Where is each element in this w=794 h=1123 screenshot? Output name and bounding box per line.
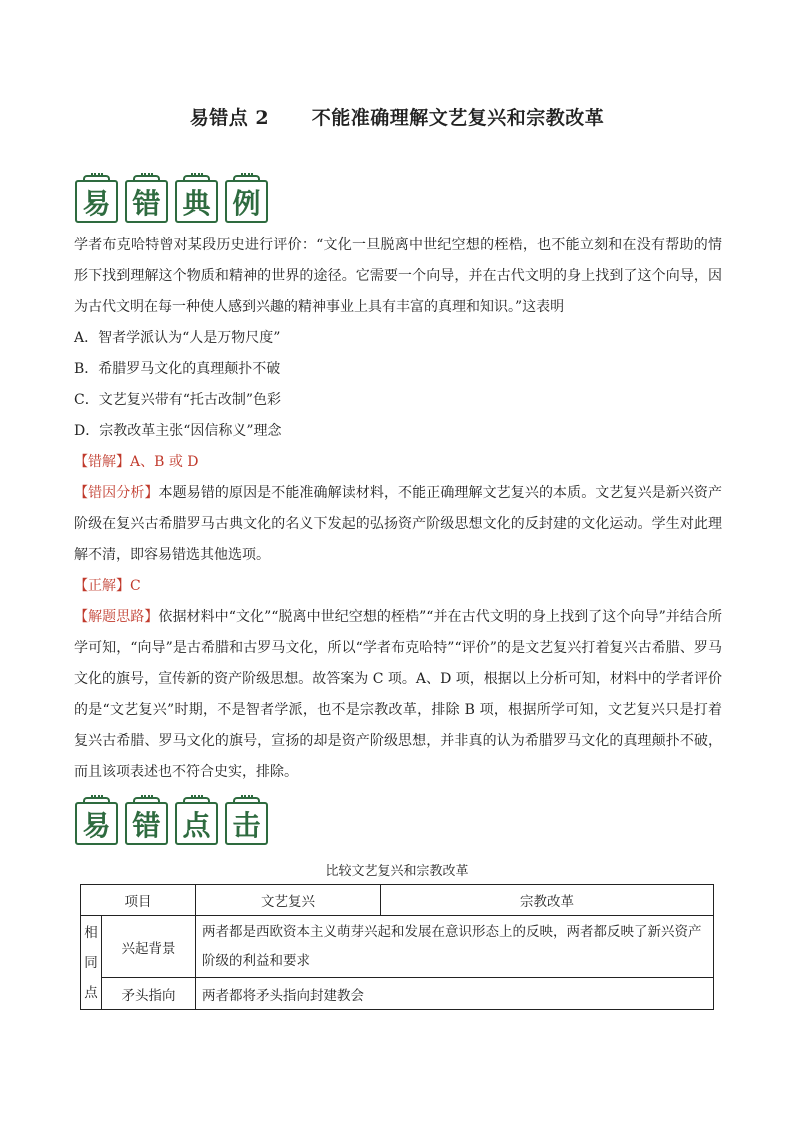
wrong-answer-line bbox=[74, 447, 722, 478]
row-content: 两者都是西欧资本主义萌芽兴起和发展在意识形态上的反映，两者都反映了新兴资产阶级的利益和要求 bbox=[196, 916, 714, 978]
table-caption: 比较文艺复兴和宗教改革 bbox=[325, 864, 469, 879]
thinking-line bbox=[74, 602, 722, 788]
page-title: 易错点 2 不能准确理解文艺复兴和宗教改革 bbox=[189, 107, 605, 129]
option-a: A．智者学派认为“人是万物尺度” bbox=[74, 330, 281, 346]
group-char: 相 bbox=[84, 924, 98, 941]
correct-answer-label: 【正解】 bbox=[74, 578, 130, 594]
group-label bbox=[81, 916, 102, 1010]
header-item: 项目 bbox=[81, 885, 196, 916]
banner-char: 易 bbox=[75, 180, 118, 223]
table-header-row bbox=[81, 885, 714, 916]
thinking-label: 【解题思路】 bbox=[74, 609, 159, 625]
correct-answer-value: C bbox=[130, 578, 141, 594]
wrong-answer-value: A、B 或 D bbox=[130, 454, 199, 470]
correct-answer-line bbox=[74, 571, 722, 602]
group-char: 点 bbox=[84, 984, 98, 1001]
header-renaissance: 文艺复兴 bbox=[196, 885, 381, 916]
row-item: 矛头指向 bbox=[102, 978, 196, 1010]
option-d: D．宗教改革主张“因信称义”理念 bbox=[74, 423, 282, 439]
wrong-answer-label: 【错解】 bbox=[74, 454, 130, 470]
row-content: 两者都将矛头指向封建教会 bbox=[196, 978, 714, 1010]
group-char: 同 bbox=[84, 954, 98, 971]
banner-char: 易 bbox=[75, 802, 118, 845]
analysis-label: 【错因分析】 bbox=[74, 485, 159, 501]
thinking-text: 依据材料中“文化”“脱离中世纪空想的桎梏”“并在古代文明的身上找到了这个向导”并结合所学可知，“向导”是古希腊和古罗马文化，所以“学者布克哈特”“评价”的是文艺复兴打着复兴古希腊、罗马文化的旗号，宣传新的资产阶级思想。故答案为 C 项。A、D 项，根据以上分析可知，材料中的学者评价的是“文艺复兴”时期，不是智者学派，也不是宗教改革，排除 B 项，根据所学可知，文艺复兴只是打着复兴古希腊、罗马文化的旗号，宣扬的却是资产阶级思想，并非真的认为希腊罗马文化的真理颠扑不破，而且该项表述也不符合史实，排除。 bbox=[74, 609, 722, 780]
banner-char: 错 bbox=[125, 802, 168, 845]
row-item: 兴起背景 bbox=[102, 916, 196, 978]
table-row bbox=[81, 916, 714, 978]
comparison-table bbox=[80, 884, 714, 1010]
option-b: B．希腊罗马文化的真理颠扑不破 bbox=[74, 361, 281, 377]
header-reformation: 宗教改革 bbox=[381, 885, 714, 916]
banner-char: 击 bbox=[225, 802, 268, 845]
option-c: C．文艺复兴带有“托古改制”色彩 bbox=[74, 392, 282, 408]
analysis-text: 本题易错的原因是不能准确解读材料，不能正确理解文艺复兴的本质。文艺复兴是新兴资产阶级在复兴古希腊罗马古典文化的名义下发起的弘扬资产阶级思想文化的反封建的文化运动。学生对此理解不清，即容易错选其他选项。 bbox=[74, 485, 723, 563]
banner-char: 例 bbox=[225, 180, 268, 223]
points-banner bbox=[75, 802, 268, 845]
banner-char: 错 bbox=[125, 180, 168, 223]
banner-char: 点 bbox=[175, 802, 218, 845]
table-row bbox=[81, 978, 714, 1010]
question-stem: 学者布克哈特曾对某段历史进行评价：“文化一旦脱离中世纪空想的桎梏，也不能立刻和在没有帮助的情形下找到理解这个物质和精神的世界的途径。它需要一个向导，并在古代文明的身上找到了这个向导，因为古代文明在每一种使人感到兴趣的精神事业上具有丰富的真理和知识。”这表明 bbox=[74, 237, 722, 315]
analysis-line bbox=[74, 478, 722, 571]
banner-char: 典 bbox=[175, 180, 218, 223]
question-block bbox=[74, 230, 722, 788]
example-banner bbox=[75, 180, 268, 223]
